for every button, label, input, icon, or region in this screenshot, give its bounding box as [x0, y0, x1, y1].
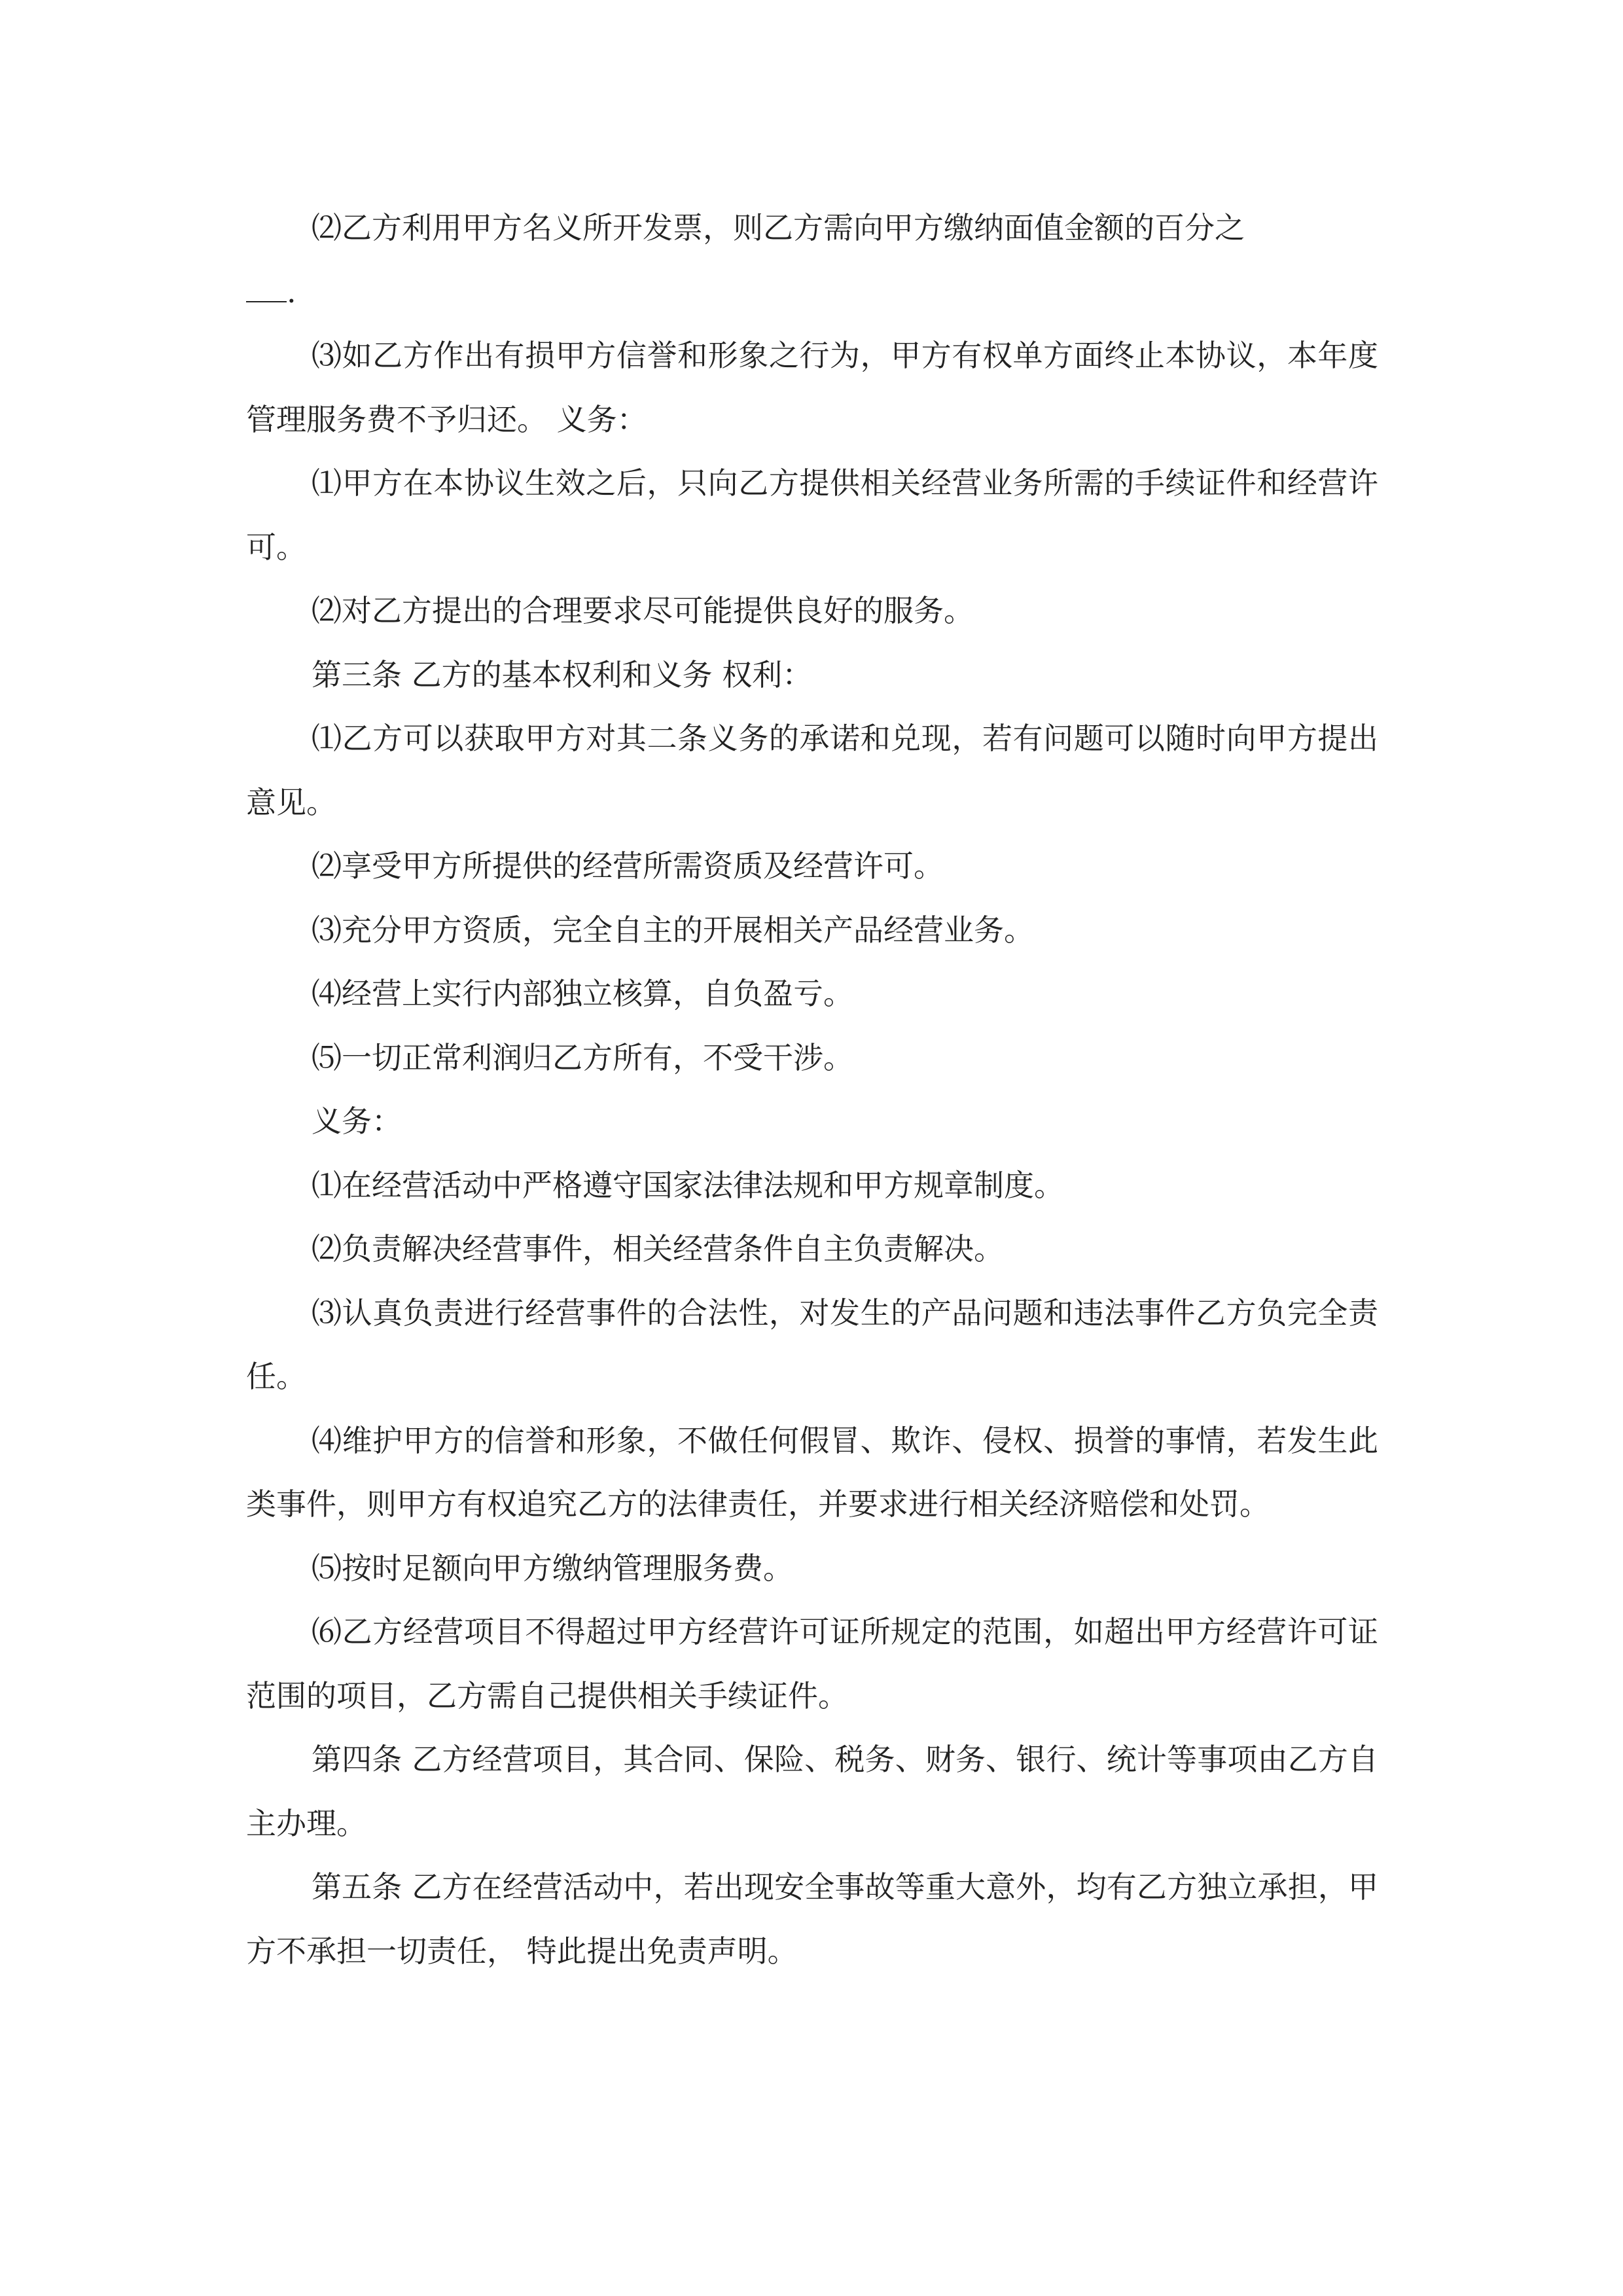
clause-text: 第三条 乙方的基本权利和义务 权利：	[312, 656, 813, 692]
right-item-4	[246, 962, 1378, 1026]
article-5	[246, 1856, 1378, 1983]
obligation-item-5	[246, 1537, 1378, 1601]
right-item-2	[246, 834, 1378, 899]
obligation-item-3	[246, 1282, 1378, 1409]
clause-item-2-invoice	[246, 196, 1378, 260]
clause-text: ⑴甲方在本协议生效之后，只向乙方提供相关经营业务所需的手续证件和经营许可。	[246, 465, 1378, 565]
clause-text: ⑵乙方利用甲方名义所开发票，则乙方需向甲方缴纳面值金额的百分之	[312, 210, 1245, 245]
clause-text: ⑷维护甲方的信誉和形象，不做任何假冒、欺诈、侵权、损誉的事情，若发生此类事件，则甲方有权追究乙方的法律责任，并要求进行相关经济赔偿和处罚。	[246, 1422, 1378, 1522]
duty-item-2	[246, 579, 1378, 643]
obligation-item-4	[246, 1409, 1378, 1537]
clause-text: .	[287, 274, 296, 310]
clause-text: ⑶认真负责进行经营事件的合法性，对发生的产品问题和违法事件乙方负完全责任。	[246, 1295, 1378, 1394]
obligation-item-2	[246, 1217, 1378, 1282]
article-4	[246, 1728, 1378, 1856]
clause-text: ⑴乙方可以获取甲方对其二条义务的承诺和兑现，若有问题可以随时向甲方提出意见。	[246, 721, 1378, 820]
right-item-1	[246, 707, 1378, 834]
duty-item-1	[246, 452, 1378, 579]
clause-text: ⑵对乙方提出的合理要求尽可能提供良好的服务。	[312, 593, 974, 628]
clause-text: ⑵负责解决经营事件，相关经营条件自主负责解决。	[312, 1231, 1004, 1266]
obligations-heading	[246, 1090, 1378, 1154]
fill-in-blank	[246, 272, 287, 302]
clause-text: ⑸按时足额向甲方缴纳管理服务费。	[312, 1550, 793, 1586]
clause-text: ⑵享受甲方所提供的经营所需资质及经营许可。	[312, 848, 944, 884]
article-3-heading	[246, 643, 1378, 708]
clause-text: ⑷经营上实行内部独立核算，自负盈亏。	[312, 976, 853, 1011]
clause-item-3-reputation	[246, 324, 1378, 452]
obligation-item-6	[246, 1600, 1378, 1728]
clause-text: ⑹乙方经营项目不得超过甲方经营许可证所规定的范围，如超出甲方经营许可证范围的项目，乙方需自己提供相关手续证件。	[246, 1614, 1378, 1713]
right-item-5	[246, 1026, 1378, 1090]
document-page	[246, 196, 1378, 1983]
right-item-3	[246, 899, 1378, 963]
clause-item-2-blank-line	[246, 260, 1378, 325]
clause-text: ⑶如乙方作出有损甲方信誉和形象之行为，甲方有权单方面终止本协议，本年度管理服务费不予归还。 义务：	[246, 338, 1378, 437]
clause-text: ⑴在经营活动中严格遵守国家法律法规和甲方规章制度。	[312, 1167, 1064, 1203]
clause-text: 义务：	[312, 1103, 402, 1139]
clause-text: 第四条 乙方经营项目，其合同、保险、税务、财务、银行、统计等事项由乙方自主办理。	[246, 1742, 1378, 1841]
obligation-item-1	[246, 1154, 1378, 1218]
clause-text: ⑸一切正常利润归乙方所有，不受干涉。	[312, 1039, 853, 1075]
clause-text: 第五条 乙方在经营活动中，若出现安全事故等重大意外，均有乙方独立承担，甲方不承担一切责任， 特此提出免责声明。	[246, 1869, 1378, 1969]
clause-text: ⑶充分甲方资质，完全自主的开展相关产品经营业务。	[312, 912, 1034, 948]
